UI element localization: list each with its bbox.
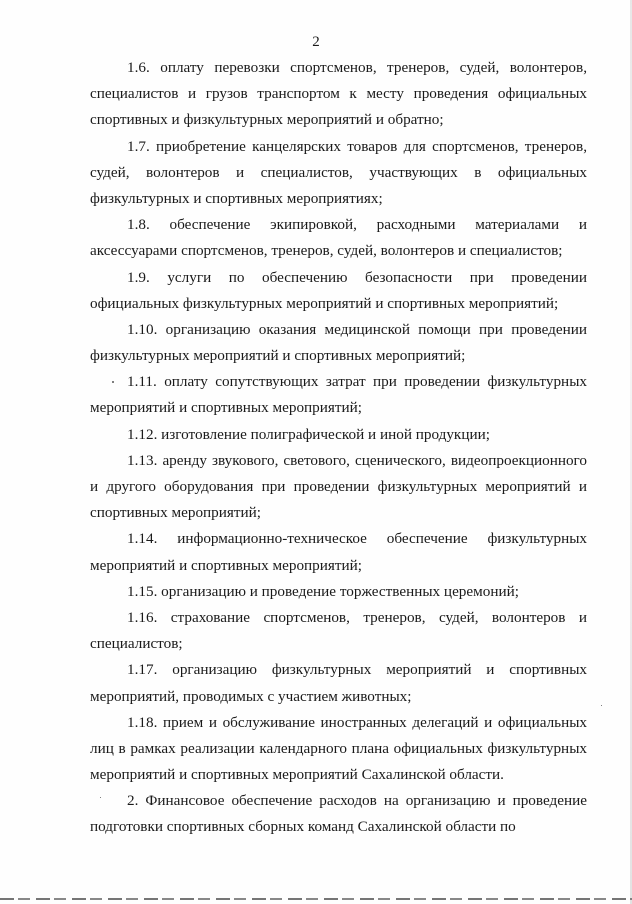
text-line: 2. Финансовое обеспечение расходов на организацию и проведение — [127, 792, 587, 810]
scan-speck — [100, 797, 101, 798]
paragraph — [90, 317, 587, 369]
text-line: спортивных и физкультурных мероприятий и обратно; — [90, 111, 444, 129]
text-line: 1.12. изготовление полиграфической и иной продукции; — [127, 425, 490, 443]
text-line: аксессуарами спортсменов, тренеров, судей, волонтеров и специалистов; — [90, 242, 563, 260]
text-line: судей, волонтеров и специалистов, участвующих в официальных — [90, 163, 587, 181]
text-line: 1.14. информационно-техническое обеспечение физкультурных — [127, 530, 587, 548]
page-number: 2 — [312, 34, 320, 50]
text-line: 1.16. страхование спортсменов, тренеров, судей, волонтеров и — [127, 608, 587, 626]
text-line: подготовки спортивных сборных команд Сахалинской области по — [90, 818, 516, 836]
text-line: официальных физкультурных мероприятий и спортивных мероприятий; — [90, 294, 559, 312]
text-line: мероприятий и спортивных мероприятий; — [90, 399, 362, 417]
paragraph — [90, 212, 587, 264]
paragraph — [90, 657, 587, 709]
text-line: физкультурных мероприятий и спортивных мероприятий; — [90, 347, 466, 365]
text-line: 1.11. оплату сопутствующих затрат при проведении физкультурных — [127, 373, 587, 391]
paragraph — [90, 526, 587, 578]
text-line: физкультурных и спортивных мероприятиях; — [90, 189, 383, 207]
paragraph — [90, 448, 587, 527]
text-line: 1.15. организацию и проведение торжественных церемоний; — [127, 582, 519, 600]
scan-edge-bottom — [0, 898, 632, 900]
paragraph — [90, 579, 587, 605]
text-line: лиц в рамках реализации календарного плана официальных физкультурных — [90, 739, 587, 757]
text-line: специалистов и грузов транспортом к месту проведения официальных — [90, 85, 587, 103]
text-line: мероприятий, проводимых с участием животных; — [90, 687, 412, 705]
document-body — [90, 55, 587, 841]
text-line: 1.13. аренду звукового, светового, сценического, видеопроекционного — [127, 451, 587, 469]
paragraph — [90, 422, 587, 448]
text-line: 1.6. оплату перевозки спортсменов, тренеров, судей, волонтеров, — [127, 59, 587, 76]
paragraph — [90, 788, 587, 840]
paragraph — [90, 55, 587, 134]
scan-speck — [112, 381, 114, 383]
text-line: спортивных мероприятий; — [90, 504, 262, 522]
text-line: 1.10. организацию оказания медицинской помощи при проведении — [127, 320, 587, 338]
paragraph — [90, 605, 587, 657]
text-line: 1.18. прием и обслуживание иностранных делегаций и официальных — [127, 713, 587, 731]
text-line: 1.8. обеспечение экипировкой, расходными материалами и — [127, 216, 587, 234]
text-line: 1.7. приобретение канцелярских товаров для спортсменов, тренеров, — [127, 137, 587, 155]
text-line: 1.9. услуги по обеспечению безопасности при проведении — [127, 268, 587, 286]
paragraph — [90, 265, 587, 317]
text-line: и другого оборудования при проведении физкультурных мероприятий и — [90, 478, 587, 495]
paragraph — [90, 710, 587, 789]
text-line: специалистов; — [90, 635, 183, 653]
text-line: мероприятий и спортивных мероприятий; — [90, 556, 362, 574]
paragraph — [90, 134, 587, 213]
text-line: мероприятий и спортивных мероприятий Сахалинской области. — [90, 766, 504, 784]
text-line: 1.17. организацию физкультурных мероприятий и спортивных — [127, 661, 587, 679]
paragraph — [90, 369, 587, 421]
scan-speck — [601, 705, 602, 706]
